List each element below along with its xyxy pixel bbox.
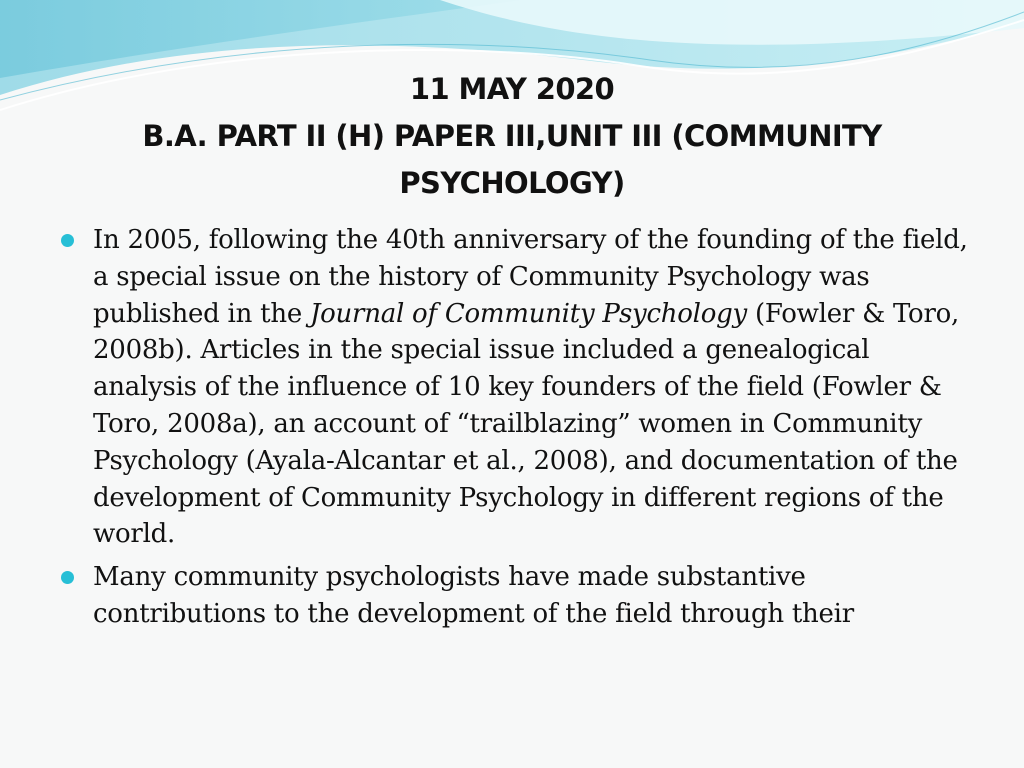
bullet-dot-icon bbox=[61, 234, 74, 247]
title-subject: PSYCHOLOGY) bbox=[399, 166, 625, 200]
bullet-item bbox=[60, 559, 980, 633]
slide-title bbox=[40, 66, 984, 207]
bullet-text: Many community psychologists have made substantive contributions to the development of the field through their bbox=[93, 562, 854, 629]
bullet-text: In 2005, following the 40th anniversary of the founding of the field, a special issue on the history of Community Psychology was published in the Journal of Community Psychology (Fowler & Toro, 2008b). Articles in the special issue included a genealogical analysis of the influence of 10 key founders of the field (Fowler & Toro, 2008a), an account of “trailblazing” women in Community Psychology (Ayala-Alcantar et al., 2008), and documentation of the development of Community Psychology in different regions of the world. bbox=[93, 225, 968, 550]
title-course: B.A. PART II (H) PAPER III,UNIT III (COMMUNITY bbox=[142, 119, 882, 153]
title-date: 11 MAY 2020 bbox=[409, 72, 615, 106]
journal-title: Journal of Community Psychology bbox=[309, 298, 747, 329]
bullet-item bbox=[60, 222, 980, 553]
bullet-list bbox=[60, 222, 980, 639]
bullet-dot-icon bbox=[61, 571, 74, 584]
